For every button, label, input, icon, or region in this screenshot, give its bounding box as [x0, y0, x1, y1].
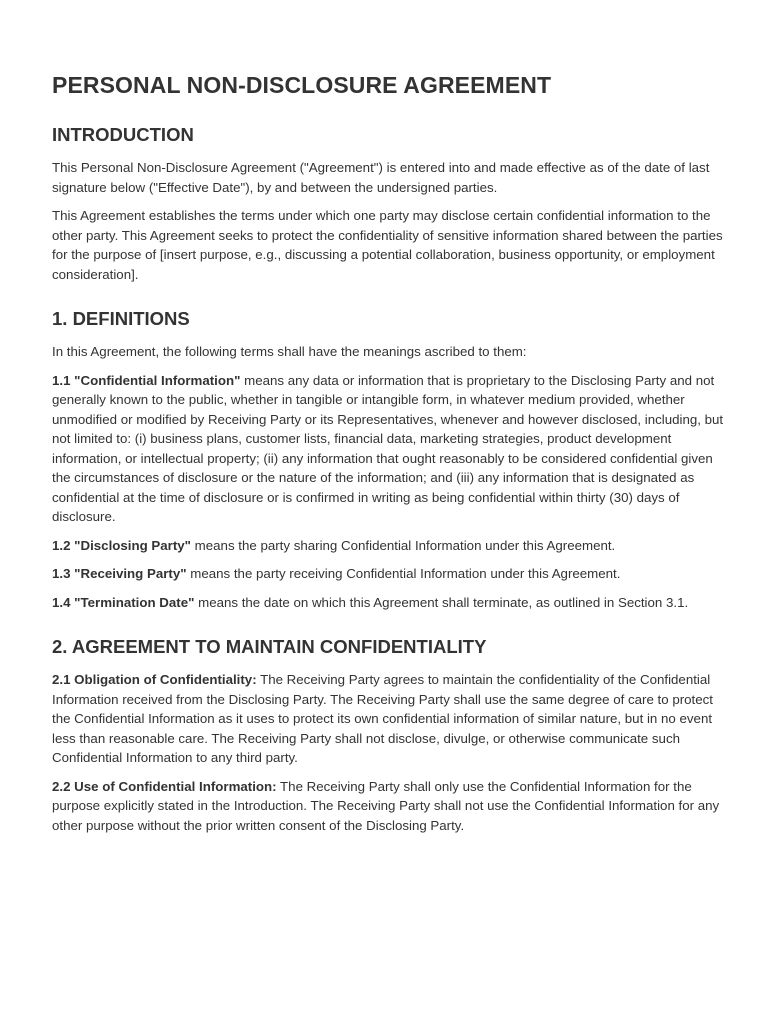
confidentiality-text: The Receiving Party agrees to maintain the confidentiality of the Confidential Information received from the Disclosing Party. The Receiving Party shall use the same degree of care to protect the Confidential Information as it uses to protect its own confidential information of similar nature, but in no event less than reasonable care. The Receiving Party shall not disclose, divulge, or otherwise communicate such Confidential Information to any third party. [52, 672, 713, 765]
introduction-paragraph-1: This Personal Non-Disclosure Agreement ("Agreement") is entered into and made effective as of the date of last signature below ("Effective Date"), by and between the undersigned parties. [52, 160, 710, 195]
confidentiality-heading: 2. AGREEMENT TO MAINTAIN CONFIDENTIALITY [52, 636, 487, 657]
definition-item [52, 564, 730, 584]
definition-item [52, 593, 730, 613]
confidentiality-item [52, 670, 730, 768]
definition-term: 1.4 "Termination Date" [52, 594, 195, 610]
definition-text: means any data or information that is proprietary to the Disclosing Party and not generally known to the public, whether in tangible or intangible form, in whatever medium provided, whether unmodified or modified by Receiving Party or its Representatives, whenever and however disclosed, including, but not limited to: (i) business plans, customer lists, financial data, marketing strategies, product development information, or intellectual property; (ii) any information that ought reasonably to be considered confidential given the circumstances of disclosure or the nature of the information; and (iii) any information that is designated as confidential at the time of disclosure or is confirmed in writing as being confidential within thirty (30) days of disclosure. [52, 372, 724, 524]
definitions-intro: In this Agreement, the following terms shall have the meanings ascribed to them: [52, 344, 527, 359]
definition-text: means the date on which this Agreement shall terminate, as outlined in Section 3.1. [194, 594, 689, 610]
introduction-heading: INTRODUCTION [52, 124, 194, 145]
definitions-heading: 1. DEFINITIONS [52, 308, 190, 329]
definition-item [52, 371, 730, 527]
confidentiality-item [52, 777, 730, 836]
definition-text: means the party receiving Confidential Information under this Agreement. [186, 566, 621, 581]
definition-term: 1.1 "Confidential Information" [52, 372, 241, 388]
definition-term: 1.3 "Receiving Party" [52, 566, 187, 581]
confidentiality-term: 2.1 Obligation of Confidentiality: [52, 672, 257, 687]
definition-term: 1.2 "Disclosing Party" [52, 537, 191, 553]
definition-text: means the party sharing Confidential Information under this Agreement. [190, 537, 616, 553]
confidentiality-term: 2.2 Use of Confidential Information: [52, 778, 277, 794]
introduction-paragraph-2: This Agreement establishes the terms under which one party may disclose certain confidential information to the other party. This Agreement seeks to protect the confidentiality of sensitive information shared between the parties for the purpose of [insert purpose, e.g., discussing a potential collaboration, business opportunity, or employment consideration]. [52, 208, 723, 282]
confidentiality-text: The Receiving Party shall only use the Confidential Information for the purpose explicitly stated in the Introduction. The Receiving Party shall not use the Confidential Information for any other purpose without the prior written consent of the Disclosing Party. [52, 778, 720, 833]
definition-item [52, 536, 730, 556]
document-title: PERSONAL NON-DISCLOSURE AGREEMENT [52, 72, 552, 98]
